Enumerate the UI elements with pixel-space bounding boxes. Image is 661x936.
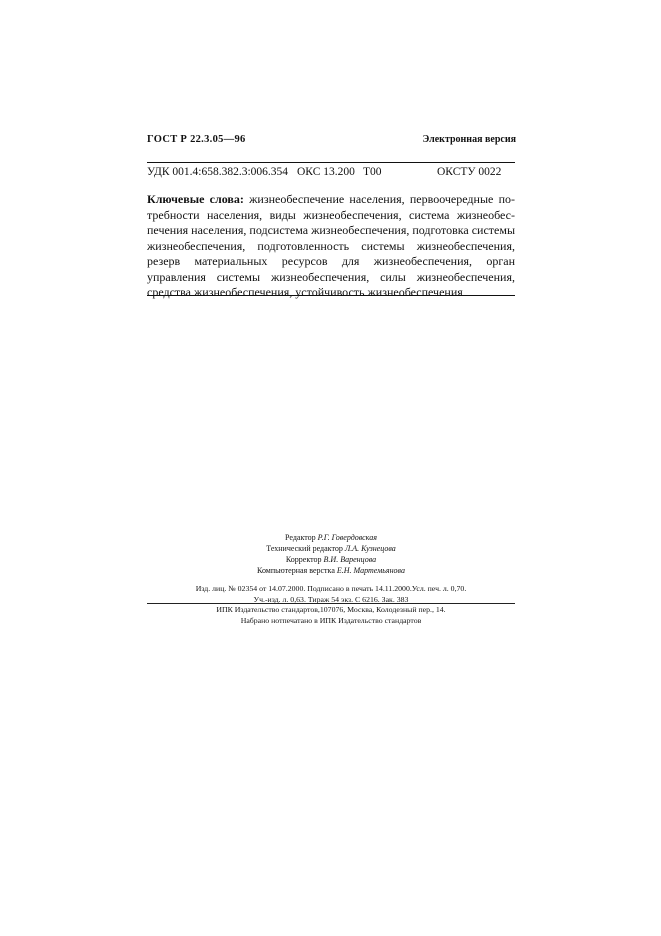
publication-line-2: Уч.-изд. л. 0,63. Тираж 54 экз. С 6216. Зак. 383	[253, 594, 409, 604]
corrector-name: В.И. Варенцова	[323, 555, 377, 564]
publication-details	[147, 584, 515, 626]
keywords-paragraph	[147, 192, 515, 301]
bottom-rule	[147, 295, 515, 296]
udc-code: УДК 001.4:658.382.3:006.354	[147, 166, 289, 178]
standard-designation: ГОСТ Р 22.3.05—96	[147, 134, 246, 145]
corrector-credit	[147, 554, 515, 565]
publication-rule	[147, 603, 515, 604]
publication-line-4: Набрано нотпечатано в ИПК Издательство стандартов	[240, 615, 422, 625]
edition-label: Электронная версия	[422, 134, 516, 145]
layout-name: Е.Н. Мартемьянова	[336, 566, 405, 575]
publication-line-3: ИПК Издательство стандартов,107076, Москва, Колодезный пер., 14.	[216, 605, 446, 614]
editor-credit	[147, 532, 515, 543]
publication-line-1: Изд. лиц. № 02354 от 14.07.2000. Подписано в печать 14.11.2000.Усл. печ. л. 0,70.	[195, 584, 467, 593]
keywords-text: жизнеобеспечение населения, первоочередные потребности населения, виды жизнеобеспечения, система жизнеобеспечения населения, подсистема жизнеобеспечения, подготовка системы жизнеобеспечения, подготовленность системы жизнеобеспечения, резерв материальных ресурсов для жизнеобеспечения, орган управления системы жизнеобеспечения, силы жизнеобеспечения, средства жизнеобеспечения, устойчивость жизнеобеспечения	[147, 192, 516, 299]
oks-code: ОКС 13.200	[297, 166, 355, 178]
editor-name: Р.Г. Говердовская	[317, 533, 377, 542]
classification-codes	[147, 166, 515, 182]
layout-role: Компьютерная верстка	[257, 566, 335, 575]
imprint-credits	[147, 532, 515, 576]
keywords-label: Ключевые слова:	[147, 192, 244, 206]
tech-editor-role: Технический редактор	[266, 544, 343, 553]
top-rule	[147, 162, 515, 163]
layout-credit	[147, 565, 515, 576]
editor-role: Редактор	[285, 533, 316, 542]
tech-editor-name: Л.А. Кузнецова	[344, 544, 396, 553]
tech-editor-credit	[147, 543, 515, 554]
okstu-code: ОКСТУ 0022	[437, 166, 502, 178]
corrector-role: Корректор	[285, 555, 322, 564]
t-code: Т00	[363, 166, 382, 178]
